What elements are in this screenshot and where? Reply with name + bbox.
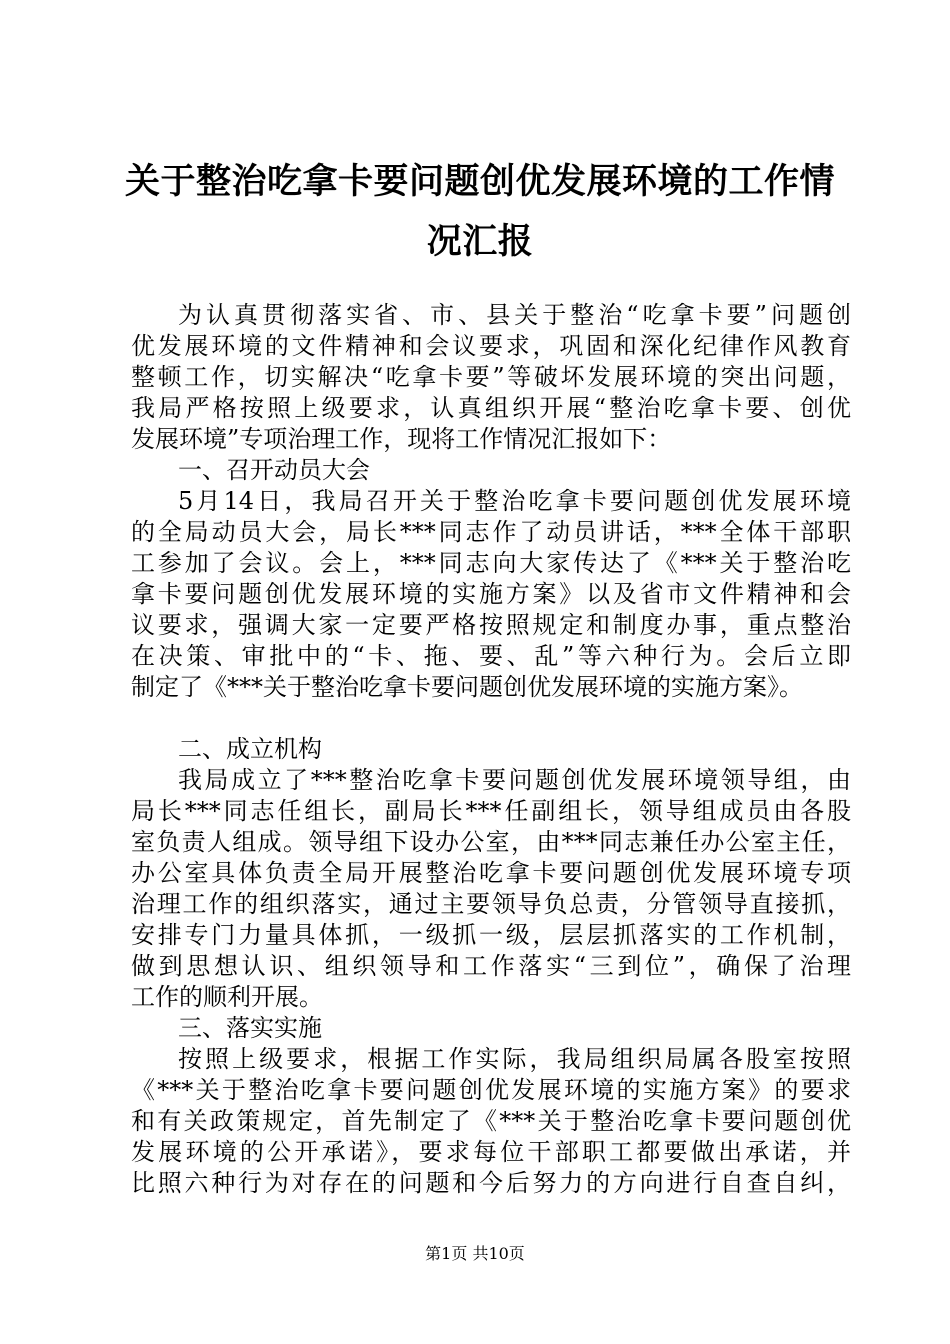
body-text-line: 的全局动员大会，局长***同志作了动员讲话，***全体干部职: [131, 518, 851, 546]
body-text-line: 在决策、审批中的“卡、拖、要、乱”等六种行为。会后立即: [131, 642, 851, 670]
body-text-line: 做到思想认识、组织领导和工作落实“三到位”，确保了治理: [131, 952, 851, 980]
body-text-line: 室负责人组成。领导组下设办公室，由***同志兼任办公室主任，: [131, 828, 851, 856]
section-heading: 二、成立机构: [178, 735, 322, 763]
body-text-line: 《***关于整治吃拿卡要问题创优发展环境的实施方案》的要求: [131, 1076, 851, 1104]
body-text-line: 按照上级要求，根据工作实际，我局组织局属各股室按照: [178, 1045, 851, 1073]
document-title-line-2: 况汇报: [426, 222, 534, 262]
body-text-line: 办公室具体负责全局开展整治吃拿卡要问题创优发展环境专项: [131, 859, 851, 887]
body-text-line: 和有关政策规定，首先制定了《***关于整治吃拿卡要问题创优: [131, 1107, 851, 1135]
body-text-line: 工参加了会议。会上，***同志向大家传达了《***关于整治吃: [131, 549, 851, 577]
body-text-line: 我局严格按照上级要求，认真组织开展“整治吃拿卡要、创优: [131, 394, 851, 422]
body-text-line: 局长***同志任组长，副局长***任副组长，领导组成员由各股: [131, 797, 851, 825]
section-heading: 三、落实实施: [178, 1014, 322, 1042]
body-text-line: 治理工作的组织落实，通过主要领导负总责，分管领导直接抓，: [131, 890, 851, 918]
body-text-line: 制定了《***关于整治吃拿卡要问题创优发展环境的实施方案》。: [131, 673, 803, 701]
body-text-line: 比照六种行为对存在的问题和今后努力的方向进行自查自纠，: [131, 1169, 851, 1197]
section-heading: 一、召开动员大会: [178, 456, 370, 484]
body-text-line: 安排专门力量具体抓，一级抓一级，层层抓落实的工作机制，: [131, 921, 851, 949]
body-text-line: 议要求，强调大家一定要严格按照规定和制度办事，重点整治: [131, 611, 851, 639]
body-text-line: 整顿工作，切实解决“吃拿卡要”等破坏发展环境的突出问题，: [131, 363, 851, 391]
body-text-line: 为认真贯彻落实省、市、县关于整治“吃拿卡要”问题创: [178, 301, 851, 329]
body-text-line: 5月14日，我局召开关于整治吃拿卡要问题创优发展环境: [178, 487, 851, 515]
body-text-line: 工作的顺利开展。: [131, 983, 323, 1011]
body-text-line: 拿卡要问题创优发展环境的实施方案》以及省市文件精神和会: [131, 580, 851, 608]
page-footer: 第1页 共10页: [425, 1244, 525, 1263]
body-text-line: 优发展环境的文件精神和会议要求，巩固和深化纪律作风教育: [131, 332, 851, 360]
body-text-line: 发展环境”专项治理工作，现将工作情况汇报如下：: [131, 425, 672, 453]
body-text-line: 发展环境的公开承诺》，要求每位干部职工都要做出承诺，并: [131, 1138, 851, 1166]
document-title-line-1: 关于整治吃拿卡要问题创优发展环境的工作情: [124, 162, 835, 202]
body-text-line: 我局成立了***整治吃拿卡要问题创优发展环境领导组，由: [178, 766, 851, 794]
